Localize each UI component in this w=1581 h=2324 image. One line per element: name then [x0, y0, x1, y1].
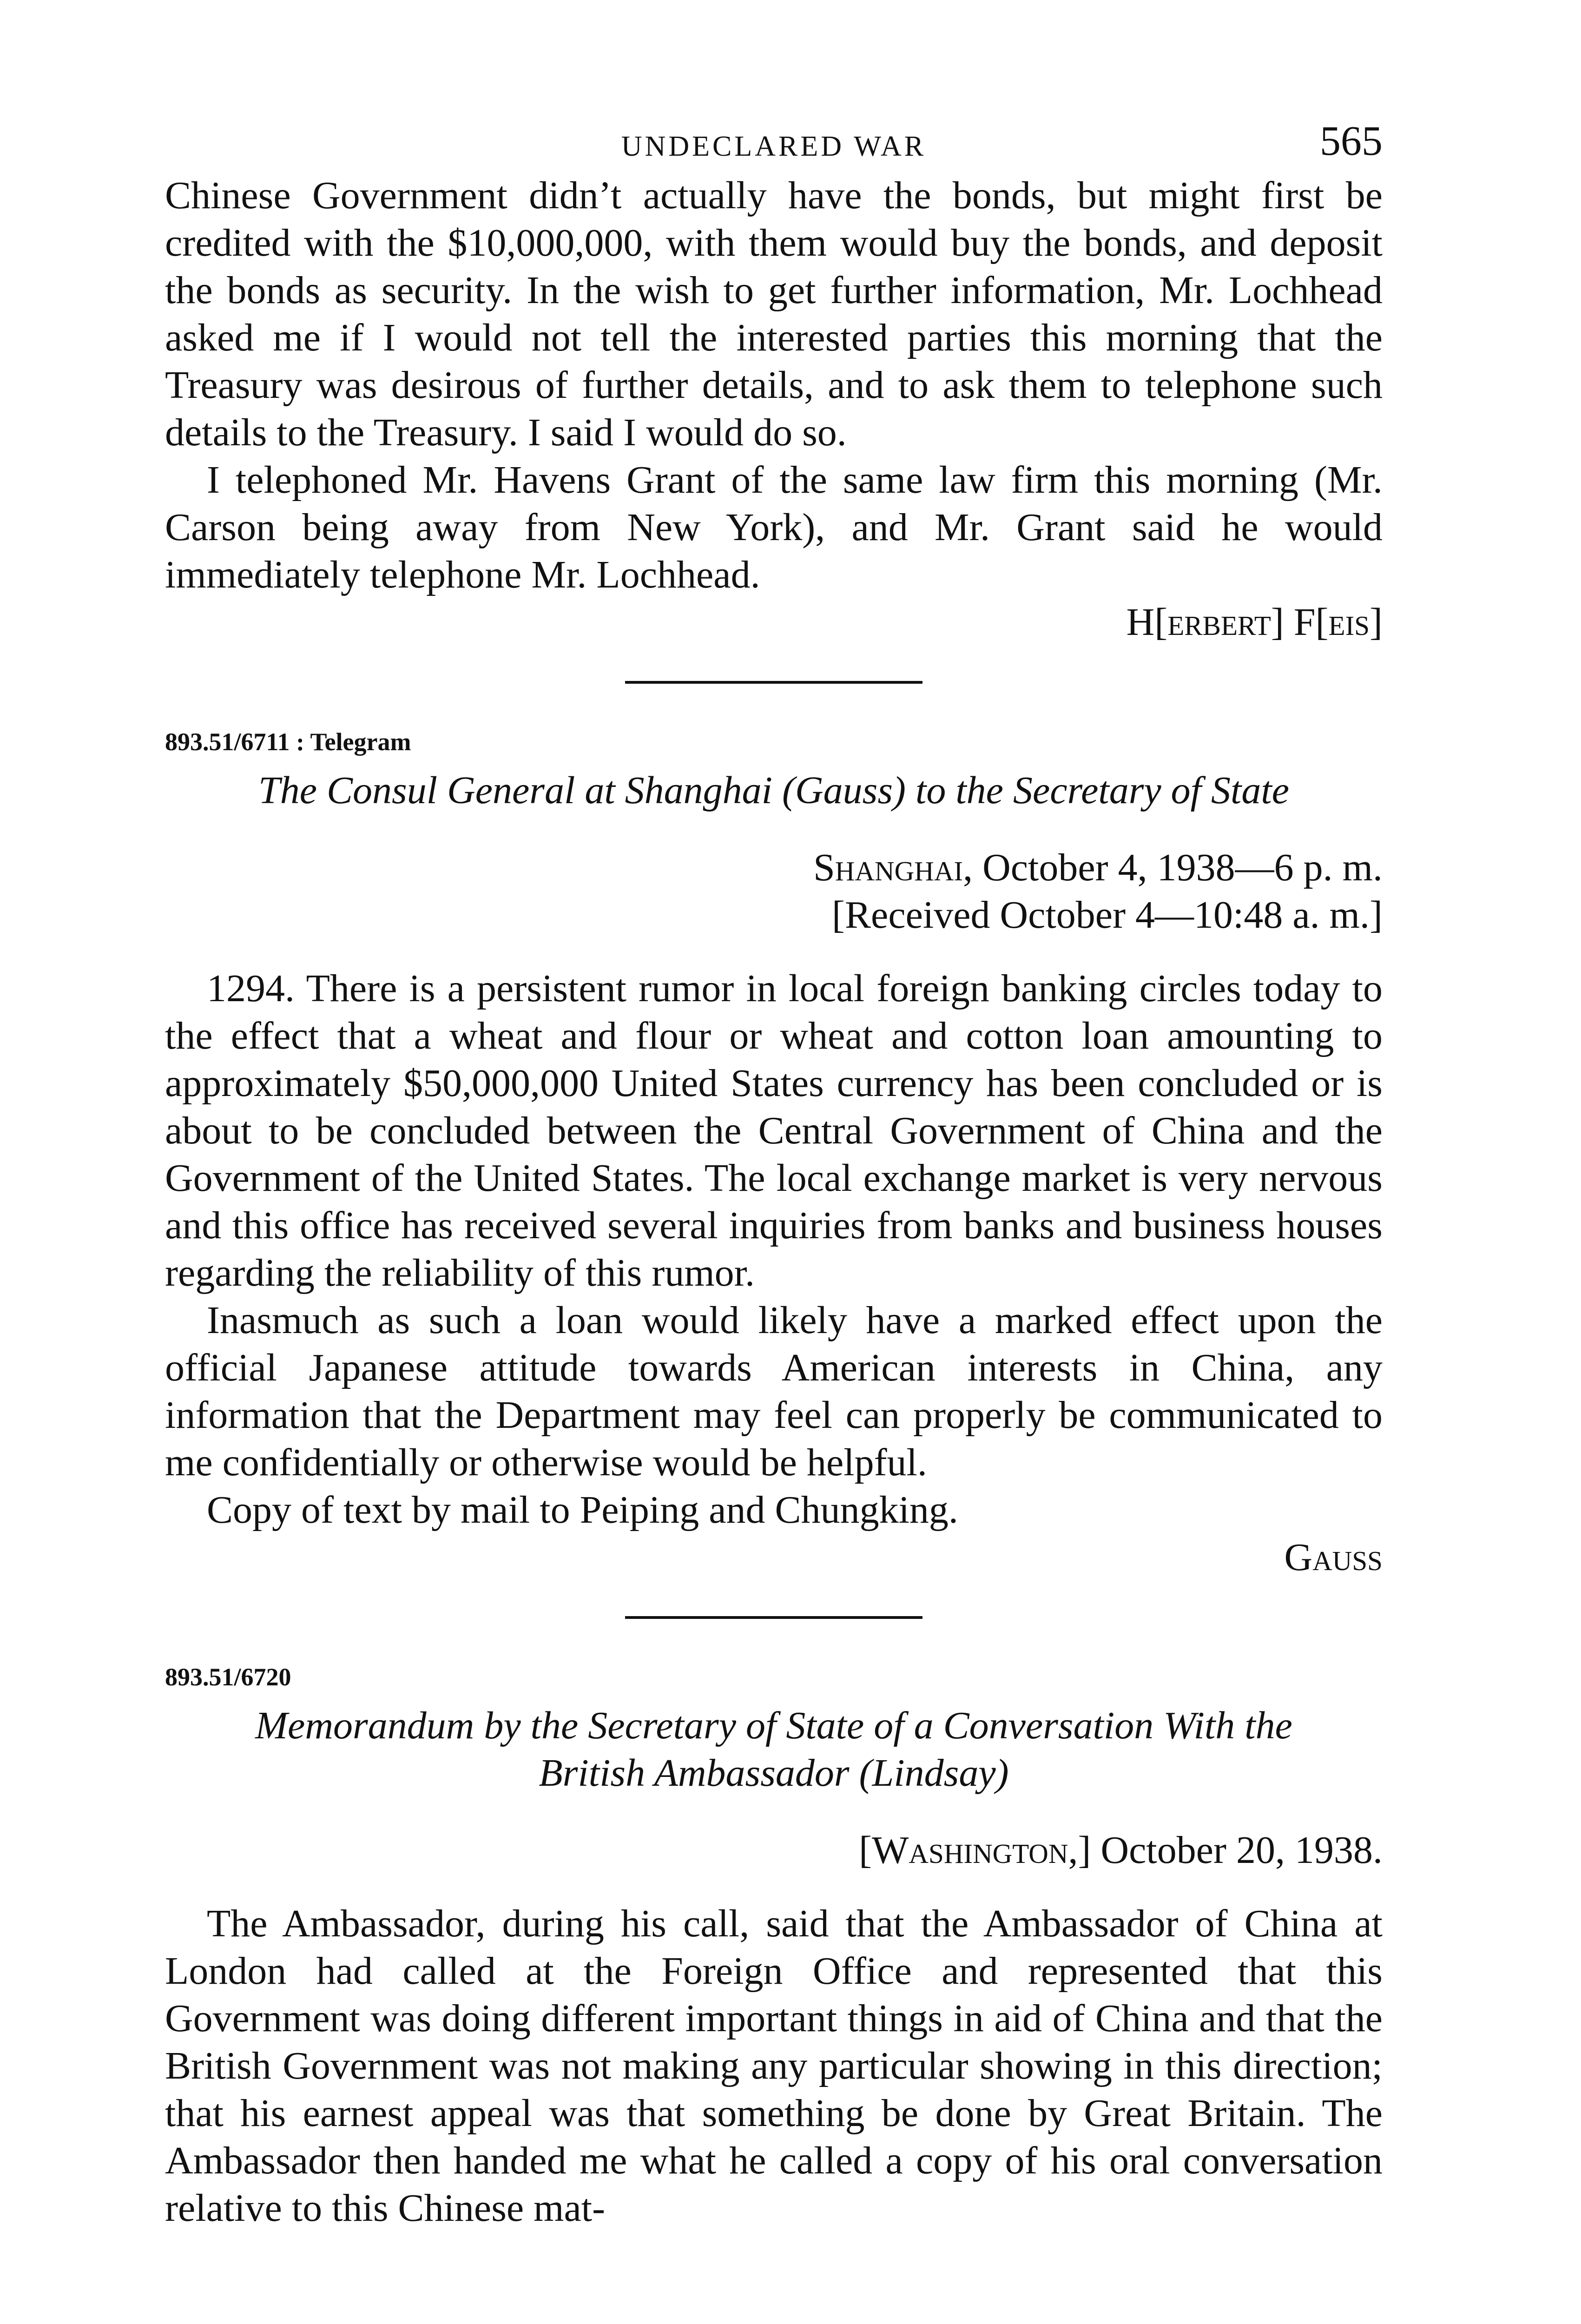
signature: Gauss	[1284, 1536, 1383, 1579]
section-divider	[625, 681, 922, 684]
running-header	[165, 112, 1383, 172]
file-reference: 893.51/6720	[165, 1663, 291, 1691]
document-title: The Consul General at Shanghai (Gauss) to the Secretary of State	[258, 769, 1289, 812]
file-reference: 893.51/6711 : Telegram	[165, 728, 411, 756]
dateline-place: [Washington,]	[859, 1829, 1091, 1872]
received-line: [Received October 4—10:48 a. m.]	[832, 893, 1383, 937]
document-title-line: Memorandum by the Secretary of State of a Conversation With the	[255, 1704, 1292, 1747]
section-gauss-telegram	[165, 723, 1383, 1581]
dateline-date: October 20, 1938.	[1091, 1829, 1383, 1872]
section-divider	[625, 1616, 922, 1619]
body-paragraph: I telephoned Mr. Havens Grant of the same law firm this morning (Mr. Carson being away from New York), and Mr. Grant said he would immediately telephone Mr. Lochhead.	[165, 458, 1383, 596]
document-title	[165, 1702, 1383, 1797]
dateline	[165, 844, 1383, 891]
running-title: UNDECLARED WAR	[621, 131, 927, 162]
body-paragraph: Chinese Government didn’t actually have the bonds, but might first be credited with the $10,000,000, with them would buy the bonds, and deposit the bonds as security. In the wish to get further information, Mr. Lochhead asked me if I would not tell the interested parties this morning that the Treasury was desirous of further details, and to ask them to telephone such details to the Treasury. I said I would do so.	[165, 174, 1383, 454]
dateline	[165, 1827, 1383, 1874]
section-feis-memo	[165, 172, 1383, 646]
body-paragraph: Copy of text by mail to Peiping and Chungking.	[207, 1488, 958, 1532]
dateline-date: October 4, 1938—6 p. m.	[973, 846, 1383, 889]
signature: H[erbert] F[eis]	[1126, 601, 1383, 644]
body-paragraph: 1294. There is a persistent rumor in local foreign banking circles today to the effect that a wheat and flour or wheat and cotton loan amounting to approximately $50,000,000 United States currency has been concluded or is about to be concluded between the Central Government of China and the Government of the United States. The local exchange market is very nervous and this office has received several inquiries from banks and business houses regarding the reliability of this rumor.	[165, 967, 1383, 1294]
dateline-place: Shanghai,	[813, 846, 973, 889]
section-hull-memorandum	[165, 1658, 1383, 2232]
page-number: 565	[1320, 118, 1383, 164]
body-paragraph: The Ambassador, during his call, said that the Ambassador of China at London had called at the Foreign Office and represented that this Government was doing different important things in aid of China and that the British Government was not making any particular showing in this direction; that his earnest appeal was that something be done by Great Britain. The Ambassador then handed me what he called a copy of his oral conversation relative to this Chinese mat-	[165, 1902, 1383, 2230]
document-title-line: British Ambassador (Lindsay)	[539, 1751, 1009, 1795]
document-page	[165, 112, 1383, 2232]
body-paragraph: Inasmuch as such a loan would likely have a marked effect upon the official Japanese attitude towards American interests in China, any information that the Department may feel can properly be communicated to me confidentially or otherwise would be helpful.	[165, 1299, 1383, 1484]
